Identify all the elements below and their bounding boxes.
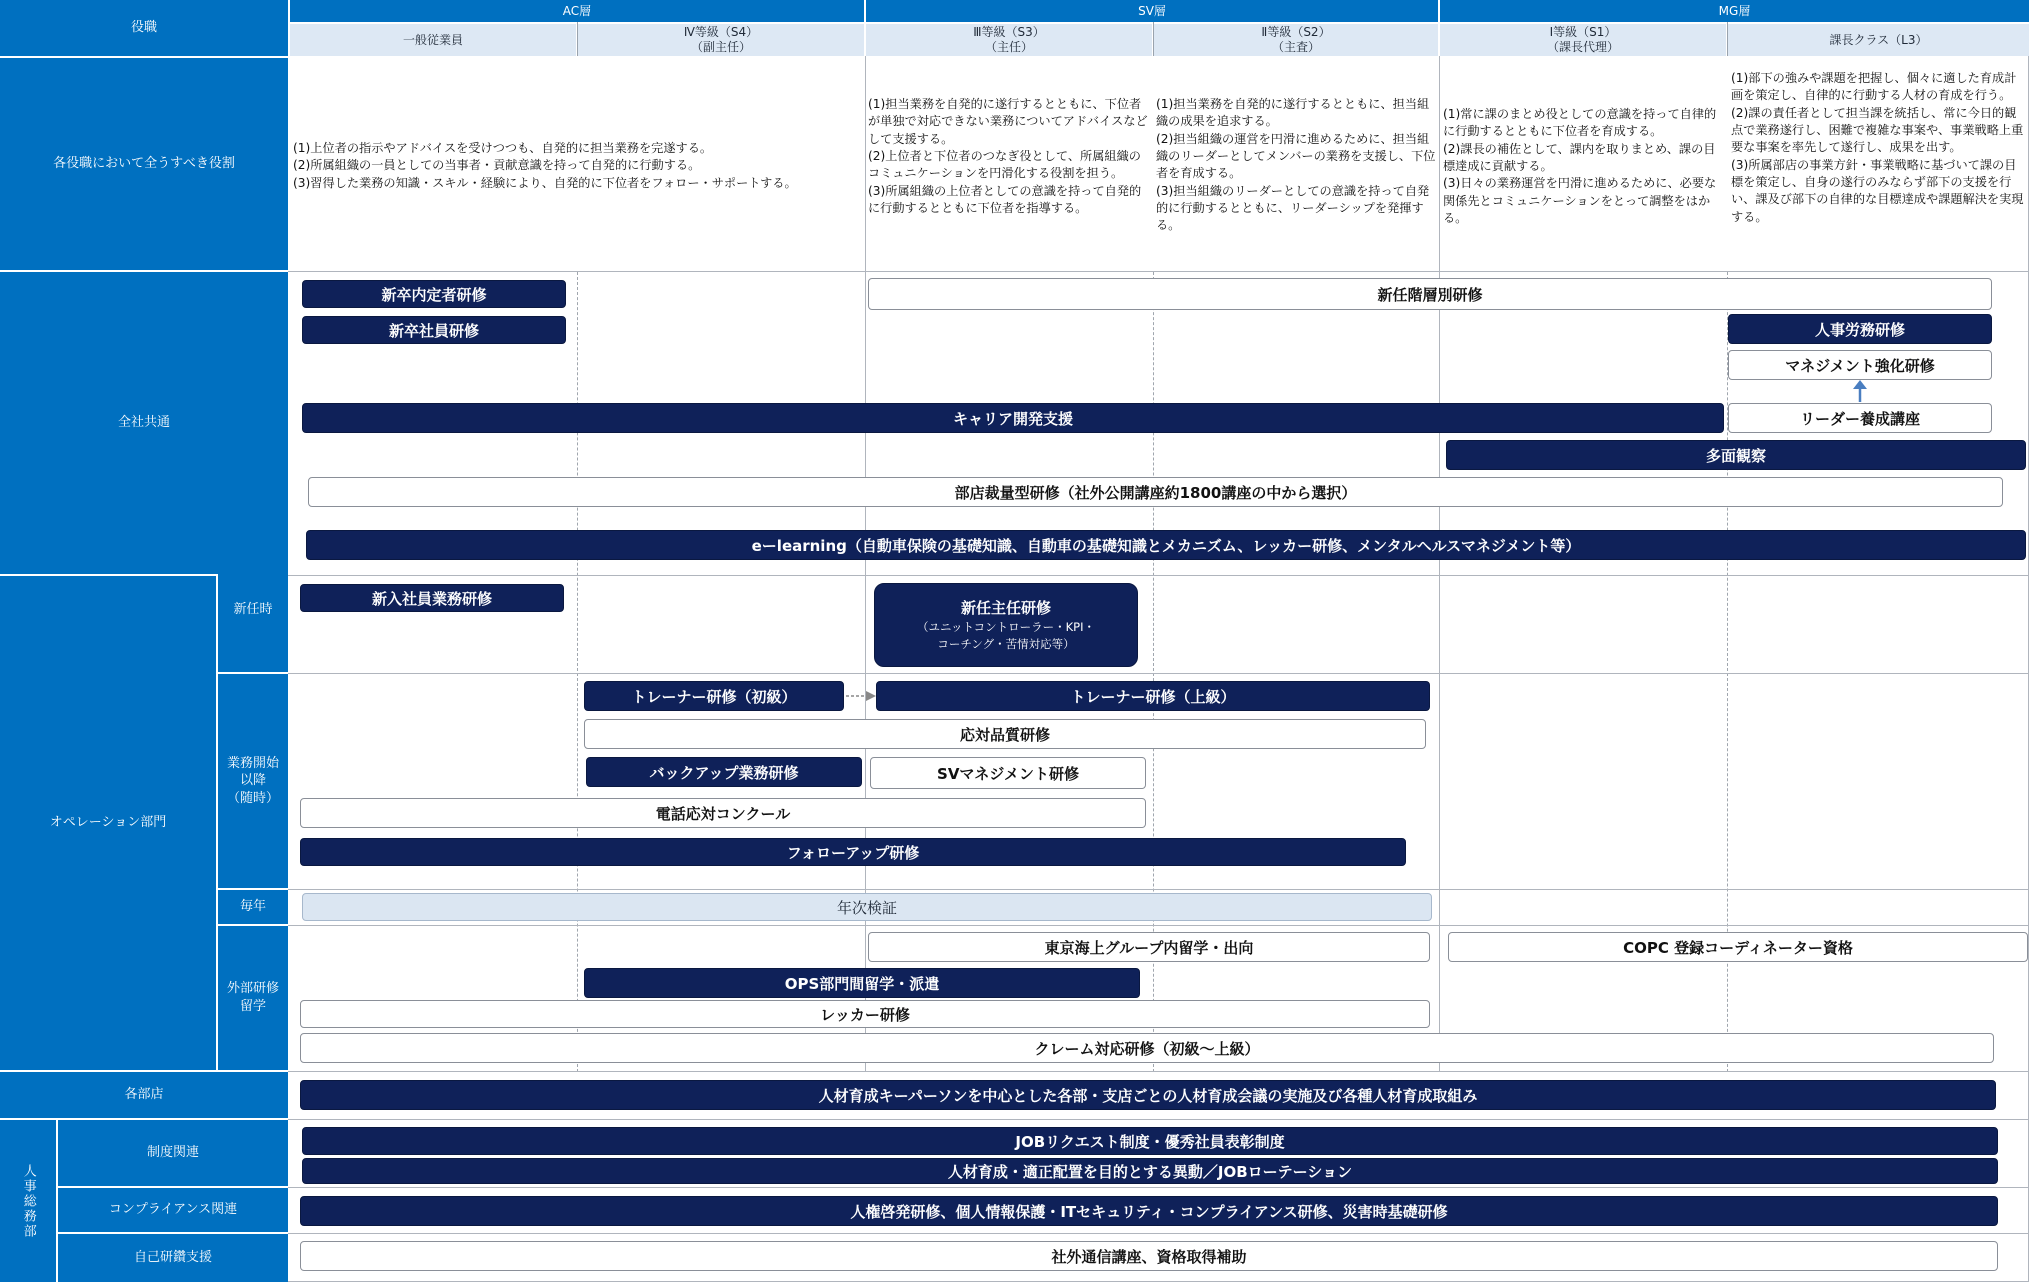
- layer-ac: AC層: [290, 0, 864, 22]
- program-shinnin-shunin-sub1: （ユニットコントローラー・KPI・: [917, 620, 1095, 634]
- role-text-s1: (1)常に課のまとめ役としての意識を持って自律的に行動するとともに下位者を育成する。 (2)課長の補佐として、課内を取りまとめ、課の目標達成に貢献する。 (3)日々の業務運営を円滑に進めるために、必要な関係先とコミュニケーションをとって調整をはかる。: [1443, 107, 1717, 225]
- program-copc: COPC 登録コーディネーター資格: [1448, 932, 2028, 962]
- program-kaigi: 人材育成キーパーソンを中心とした各部・支店ごとの人材育成会議の実施及び各種人材育成取組み: [300, 1080, 1996, 1110]
- program-career: キャリア開発支援: [302, 403, 1724, 433]
- program-tamen: 多面観察: [1446, 440, 2026, 470]
- grid-line: [288, 1187, 2029, 1188]
- program-wrecker: レッカー研修: [300, 1000, 1430, 1028]
- row-label-new-appointment: 新任時: [218, 548, 288, 672]
- role-text-s3: (1)担当業務を自発的に遂行するとともに、下位者が単独で対応できない業務についてアドバイスなどして支援する。 (2)上位者と下位者のつなぎ役として、所属組織のコミュニケーションを円滑化する役割を担う。 (3)所属組織の上位者としての意識を持って自発的に行動するとともに下位者を指導する。: [868, 97, 1148, 215]
- program-shinsotsu-shain: 新卒社員研修: [302, 316, 566, 344]
- grid-line: [577, 272, 578, 1072]
- row-label-branches: 各部店: [0, 1072, 288, 1118]
- arrow-up-icon: [1850, 380, 1870, 402]
- program-elearning: eーlearning（自動車保険の基礎知識、自動車の基礎知識とメカニズム、レッカー研修、メンタルヘルスマネジメント等）: [306, 530, 2026, 560]
- grid-line: [288, 1119, 2029, 1120]
- arrow-right-icon: [846, 689, 876, 703]
- program-backup: バックアップ業務研修: [586, 757, 862, 787]
- grade-s4: Ⅳ等級（S4） （副主任）: [578, 24, 864, 56]
- program-followup: フォローアップ研修: [300, 838, 1406, 866]
- grade-general: 一般従業員: [290, 24, 576, 56]
- program-shinnin-shunin-title: 新任主任研修: [960, 598, 1051, 617]
- grid-line: [1153, 22, 1154, 56]
- program-shinnin-kaisou: 新任階層別研修: [868, 278, 1992, 310]
- row-label-common: 全社共通: [0, 272, 288, 574]
- grade-s2: Ⅱ等級（S2） （主査）: [1154, 24, 1438, 56]
- grid-line: [1727, 22, 1728, 56]
- program-management: マネジメント強化研修: [1728, 350, 1992, 380]
- program-buten: 部店裁量型研修（社外公開講座約1800講座の中から選択）: [308, 477, 2003, 507]
- grade-s3: Ⅲ等級（S3） （主任）: [866, 24, 1152, 56]
- layer-sv: SV層: [866, 0, 1438, 22]
- grid-line: [288, 673, 2029, 674]
- layer-mg: MG層: [1440, 0, 2029, 22]
- row-label-external: 外部研修 留学: [218, 926, 288, 1070]
- header-role-cell: 役職: [0, 0, 288, 56]
- row-label-system: 制度関連: [58, 1120, 288, 1186]
- grid-line: [288, 1071, 2029, 1072]
- program-shinnin-shunin-sub2: コーチング・苦情対応等）: [937, 637, 1075, 652]
- row-label-roles: 各役職において全うすべき役割: [0, 58, 288, 270]
- program-tsushin: 社外通信講座、資格取得補助: [300, 1241, 1998, 1271]
- row-label-after-start: 業務開始 以降 （随時）: [218, 674, 288, 888]
- row-label-compliance: コンプライアンス関連: [58, 1188, 288, 1232]
- program-leader: リーダー養成講座: [1728, 403, 1992, 433]
- role-text-s2: (1)担当業務を自発的に遂行するとともに、担当組織の成果を追求する。 (2)担当組織の運営を円滑に進めるために、担当組織のリーダーとしてメンバーの業務を支援し、下位者を育成する。 (3)担当組織のリーダーとしての意識を持って自発的に行動するとともに、リーダーシップを発揮する。: [1156, 97, 1436, 233]
- row-label-operation: オペレーション部門: [0, 576, 216, 1070]
- program-taio-hinshitsu: 応対品質研修: [584, 719, 1426, 749]
- program-trainer-adv: トレーナー研修（上級）: [876, 681, 1430, 711]
- program-claim: クレーム対応研修（初級～上級）: [300, 1033, 1994, 1063]
- grid-line: [288, 925, 2029, 926]
- grade-s1: Ⅰ等級（S1） （課長代理）: [1440, 24, 1726, 56]
- program-shinnin-shunin: [874, 583, 1138, 667]
- program-compliance-training: 人権啓発研修、個人情報保護・ITセキュリティ・コンプライアンス研修、災害時基礎研修: [300, 1196, 1998, 1226]
- program-sv-management: SVマネジメント研修: [870, 757, 1146, 789]
- program-jinji-romu: 人事労務研修: [1728, 314, 1992, 344]
- program-rotation: 人材育成・適正配置を目的とする異動／JOBローテーション: [302, 1158, 1998, 1184]
- row-label-self-dev: 自己研鑽支援: [58, 1234, 288, 1282]
- program-job-request: JOBリクエスト制度・優秀社員表彰制度: [302, 1127, 1998, 1155]
- grade-l3: 課長クラス（L3）: [1728, 24, 2029, 56]
- program-nenji: 年次検証: [302, 893, 1432, 921]
- grid-line: [288, 271, 2029, 272]
- row-label-hr-dept: 人事総務部: [0, 1120, 56, 1282]
- row-label-annual: 毎年: [218, 890, 288, 924]
- role-text-l3: (1)部下の強みや課題を把握し、個々に適した育成計画を策定し、自律的に行動する人材の育成を行う。 (2)課の責任者として担当課を統括し、常に今日的観点で業務遂行し、困難で複雑な事案や、事業戦略上重要な事案を率先して遂行し、成果を出す。 (3)所属部店の事業方針・事業戦略に基づいて課の目標を策定し、自身の遂行のみならず部下の支援を行い、課及び部下の自律的な目標達成や課題解決を実現する。: [1731, 71, 2024, 224]
- program-ops-ryugaku: OPS部門間留学・派遣: [584, 968, 1140, 998]
- grid-line: [1439, 56, 1440, 1072]
- grid-line: [288, 1233, 2029, 1234]
- program-tokio: 東京海上グループ内留学・出向: [868, 932, 1430, 962]
- grid-line: [288, 889, 2029, 890]
- program-shinsotsu-naitei: 新卒内定者研修: [302, 280, 566, 308]
- grid-line: [577, 22, 578, 56]
- role-text-ac: (1)上位者の指示やアドバイスを受けつつも、自発的に担当業務を完遂する。 (2)所属組織の一員としての当事者・貢献意識を持って自発的に行動する。 (3)習得した業務の知識・スキル・経験により、自発的に下位者をフォロー・サポートする。: [293, 141, 797, 190]
- program-trainer-basic: トレーナー研修（初級）: [584, 681, 844, 711]
- program-denwa: 電話応対コンクール: [300, 798, 1146, 828]
- program-shinnyu-gyomu: 新入社員業務研修: [300, 584, 564, 612]
- grid-line: [288, 575, 2029, 576]
